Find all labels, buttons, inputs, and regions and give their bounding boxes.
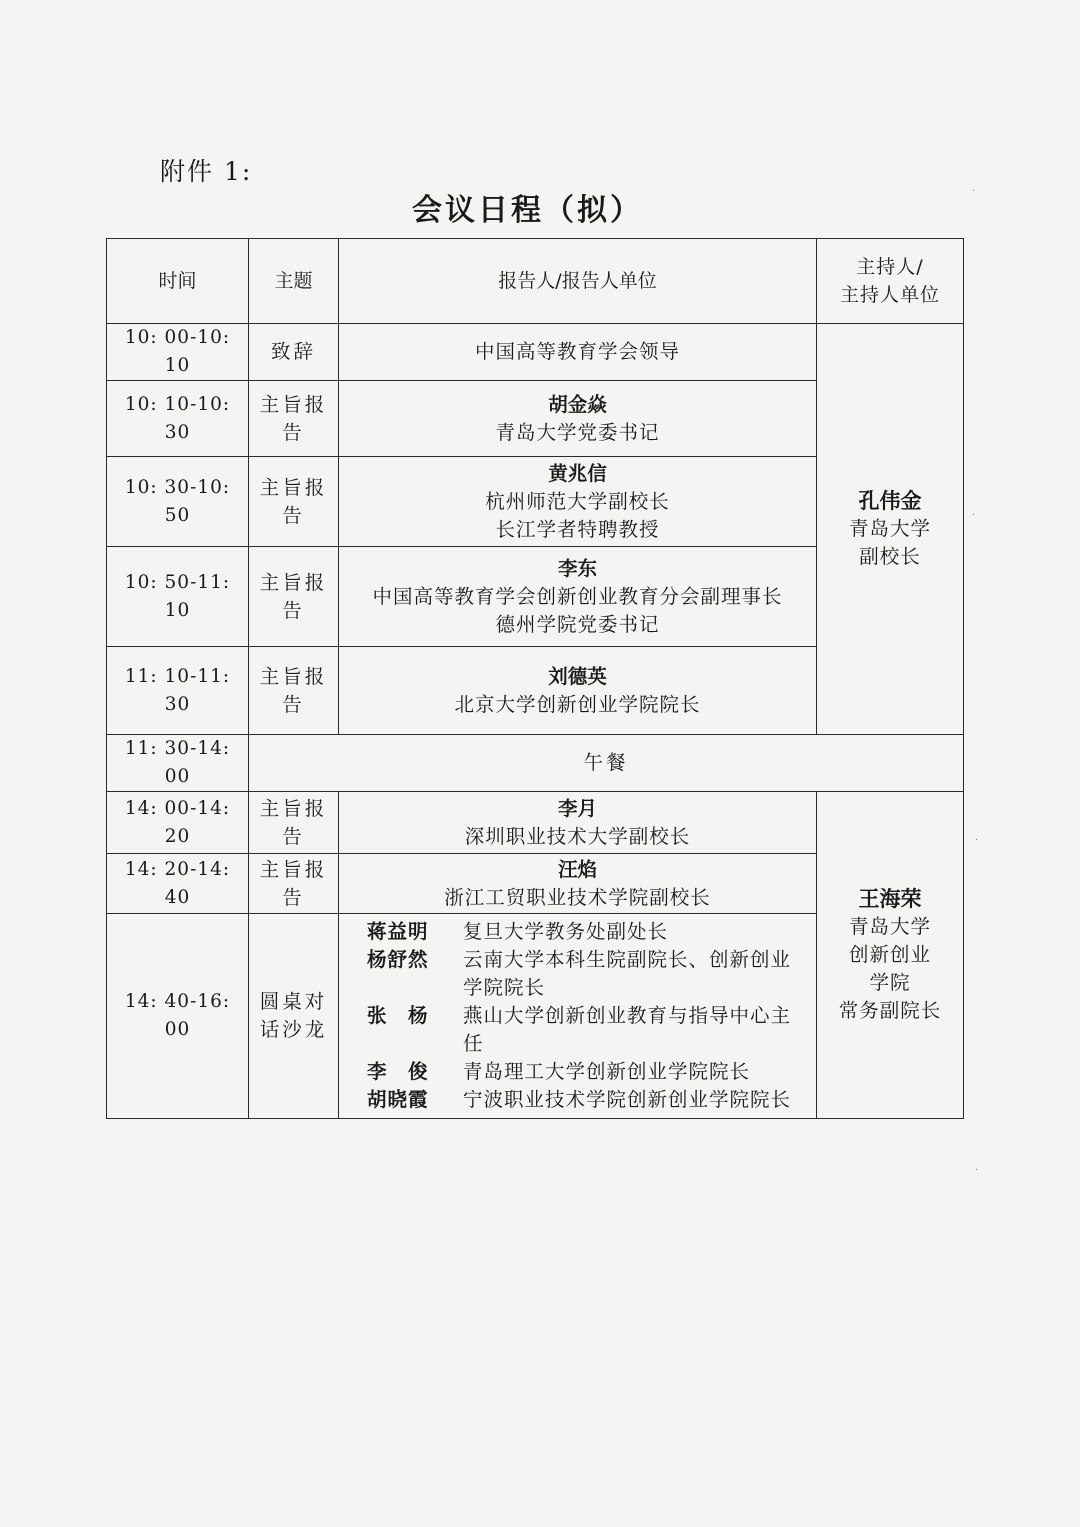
host-affiliation: 青岛大学: [848, 517, 931, 540]
time-cell: 14: 20-14: 40: [107, 854, 249, 914]
time-cell: 14: 00-14: 20: [107, 792, 249, 854]
lunch-cell: 午餐: [249, 735, 964, 792]
speaker-name: 刘德英: [548, 664, 607, 688]
panelist-name: 张 杨: [367, 1004, 429, 1027]
speaker-name: 黄兆信: [548, 461, 607, 485]
panelist-affiliation: 云南大学本科生院副院长、创新创业学院院长: [463, 948, 792, 999]
speaker-affiliation: 德州学院党委书记: [495, 612, 660, 636]
speaker-name: 李东: [557, 556, 597, 580]
time-cell: 11: 10-11: 30: [107, 647, 249, 735]
speaker-cell: [339, 547, 817, 647]
header-host-line: 主持人/: [856, 256, 924, 278]
speaker-affiliation: 中国高等教育学会领导: [474, 340, 680, 363]
scan-speck: ·: [972, 186, 976, 197]
lunch-row: [107, 735, 964, 792]
header-time: 时间: [107, 239, 249, 324]
speaker-cell: [339, 792, 817, 854]
speaker-affiliation: 青岛大学党委书记: [495, 420, 660, 444]
panelist-affiliation: 宁波职业技术学院创新创业学院院长: [463, 1088, 792, 1111]
table-row: [107, 792, 964, 854]
speaker-cell: [339, 324, 817, 381]
speaker-name: 李月: [557, 796, 597, 820]
header-host: [817, 239, 964, 324]
speaker-affiliation: 浙江工贸职业技术学院副校长: [444, 885, 711, 909]
panelist-affiliation: 青岛理工大学创新创业学院院长: [463, 1060, 751, 1083]
time-cell: 10: 30-10: 50: [107, 457, 249, 547]
speaker-affiliation: 杭州师范大学副校长: [485, 489, 670, 513]
scan-speck: ·: [975, 1165, 979, 1176]
host-cell: [817, 324, 964, 735]
speaker-cell: [339, 457, 817, 547]
speaker-cell: [339, 381, 817, 457]
speaker-affiliation: 北京大学创新创业学院院长: [454, 692, 701, 716]
table-header-row: [107, 239, 964, 324]
time-cell: 14: 40-16: 00: [107, 914, 249, 1119]
topic-cell: 圆桌对话沙龙: [249, 914, 339, 1119]
topic-cell: 主旨报告: [249, 457, 339, 547]
panelist-name: 蒋益明: [367, 920, 429, 943]
speaker-name: 胡金焱: [548, 392, 607, 416]
time-cell: 11: 30-14: 00: [107, 735, 249, 792]
scan-speck: ·: [975, 835, 979, 846]
host-cell: [817, 792, 964, 1119]
table-row: [107, 324, 964, 381]
panelist-name: 胡晓霞: [367, 1088, 429, 1111]
time-cell: 10: 00-10: 10: [107, 324, 249, 381]
speaker-affiliation: 深圳职业技术大学副校长: [464, 824, 691, 848]
host-name: 孔伟金: [858, 489, 922, 513]
speaker-cell: [339, 647, 817, 735]
annex-label: 附件 1:: [160, 157, 253, 186]
speaker-affiliation: 长江学者特聘教授: [495, 517, 660, 541]
header-host-line: 主持人单位: [839, 284, 940, 306]
panelist-affiliation: 燕山大学创新创业教育与指导中心主任: [463, 1004, 792, 1055]
panelist-affiliation: 复旦大学教务处副处长: [463, 920, 669, 943]
panelist-name: 李 俊: [367, 1060, 429, 1083]
panel-cell: [339, 914, 817, 1119]
speaker-affiliation: 中国高等教育学会创新创业教育分会副理事长: [372, 584, 783, 608]
topic-cell: 主旨报告: [249, 854, 339, 914]
panel-list: [343, 918, 812, 1114]
header-speaker: 报告人/报告人单位: [339, 239, 817, 324]
time-cell: 10: 50-11: 10: [107, 547, 249, 647]
schedule-table: [106, 238, 964, 1119]
host-name: 王海荣: [858, 887, 922, 911]
topic-cell: 主旨报告: [249, 792, 339, 854]
host-affiliation: 学院: [869, 971, 911, 994]
page-title: 会议日程（拟）: [412, 193, 643, 228]
topic-cell: 致辞: [249, 324, 339, 381]
host-affiliation: 创新创业: [848, 943, 931, 966]
host-affiliation: 副校长: [859, 545, 921, 568]
panelist-name: 杨舒然: [367, 948, 429, 971]
time-cell: 10: 10-10: 30: [107, 381, 249, 457]
speaker-cell: [339, 854, 817, 914]
topic-cell: 主旨报告: [249, 381, 339, 457]
topic-cell: 主旨报告: [249, 547, 339, 647]
header-topic: 主题: [249, 239, 339, 324]
speaker-name: 汪焰: [557, 857, 597, 881]
host-affiliation: 常务副院长: [838, 999, 942, 1022]
topic-cell: 主旨报告: [249, 647, 339, 735]
scan-speck: ·: [972, 510, 976, 521]
host-affiliation: 青岛大学: [848, 915, 931, 938]
